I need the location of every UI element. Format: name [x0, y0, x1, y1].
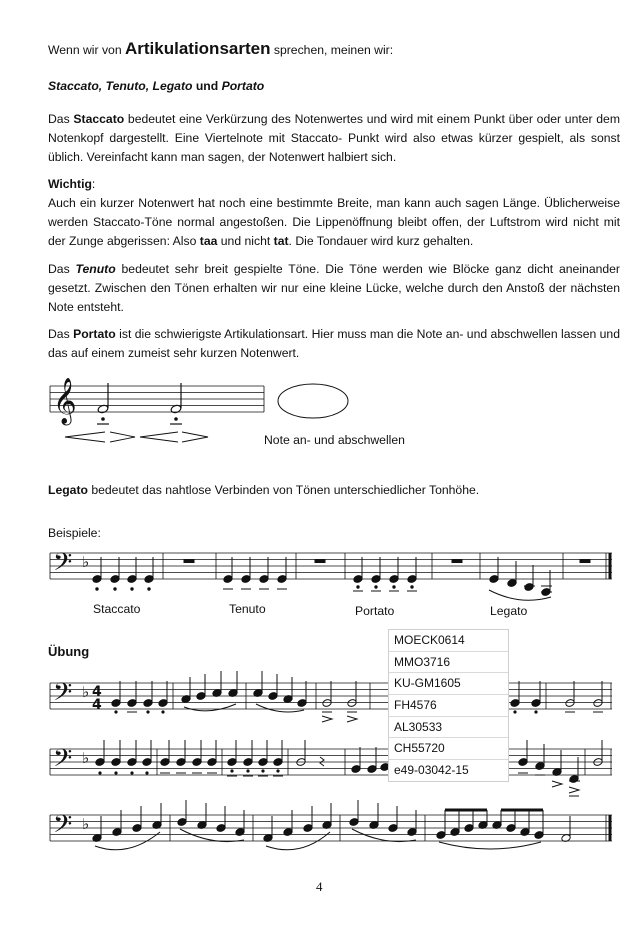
code-row: MMO3716 [389, 652, 508, 674]
swell-caption: Note an- und abschwellen [264, 433, 405, 447]
bass-clef-icon: 𝄢 [53, 810, 73, 845]
legato-term: Legato [48, 483, 88, 497]
time-signature-top: 4 [92, 684, 102, 700]
wichtig-text1: Auch ein kurzer Notenwert hat noch eine bestimmte Breite, man kann auch sagen Länge. Üblicherweise werden Staccato-Töne normal angestoßen. Die Lippenöffnung bleibt offen, der Luftstrom wird nicht mit der Zunge abgerissen: Also [48, 196, 620, 248]
wichtig-taa: taa [199, 234, 218, 248]
staccato-lead: Das [48, 112, 74, 126]
uebung-heading: Übung [48, 644, 90, 659]
tenuto-rest: bedeutet sehr breit gespielte Töne. Die Töne werden wie Blöcke ganz dicht aneinander gesetzt. Zwischen den Tönen erhalten wir nur eine kleine Lücke, welche durch den Anstoß der nächsten Note entsteht. [48, 262, 620, 314]
tenuto-term: Tenuto [75, 262, 116, 276]
exercise-slurs-1 [184, 704, 304, 712]
intro-highlight: Artikulationsarten [125, 39, 271, 58]
code-row: MOECK0614 [389, 630, 508, 652]
flat-icon: ♭ [82, 749, 90, 767]
time-signature-bottom: 4 [92, 697, 102, 713]
example-label-tenuto: Tenuto [229, 602, 266, 616]
code-row: CH55720 [389, 738, 508, 760]
portato-marks [97, 418, 182, 424]
code-row: KU-GM1605 [389, 673, 508, 695]
wichtig-mid: und nicht [217, 234, 274, 248]
intro-before: Wenn wir von [48, 43, 125, 57]
exercise-notes-1 [111, 671, 603, 722]
wichtig-colon: : [91, 177, 96, 191]
example-staff [50, 553, 612, 579]
exercise-notes-2 [95, 740, 603, 796]
wichtig-text2: . Die Tondauer wird kurz gehalten. [288, 234, 474, 248]
bass-clef-icon: 𝄢 [53, 744, 73, 779]
page-number: 4 [316, 879, 323, 894]
example-label-portato: Portato [355, 604, 395, 618]
treble-staff [50, 386, 264, 412]
legato-rest: bedeutet das nahtlose Verbinden von Tönen unterschiedlicher Tonhöhe. [87, 483, 480, 497]
code-row: AL30533 [389, 717, 508, 739]
subtitle-part2: Portato [221, 79, 265, 93]
example-notes [92, 557, 590, 596]
wichtig-tat: tat [273, 234, 289, 248]
legato-line [48, 481, 479, 500]
portato-term: Portato [73, 327, 116, 341]
portato-rest: ist die schwierigste Artikulationsart. Hier muss man die Note an- und abschwellen lassen und das auf einem zumeist sehr kurzen Notenwert. [48, 327, 620, 360]
exercise-slurs-3 [95, 829, 541, 850]
hairpins [65, 432, 208, 442]
example-label-legato: Legato [490, 604, 528, 618]
bass-clef-icon: 𝄢 [53, 678, 73, 713]
beispiele-label: Beispiele: [48, 526, 101, 540]
example-label-staccato: Staccato [93, 602, 141, 616]
catalog-codes-box [388, 629, 509, 782]
subtitle-conj: und [192, 79, 222, 93]
flat-icon: ♭ [82, 815, 90, 833]
staccato-rest: bedeutet eine Verkürzung des Notenwertes und wird mit einem Punkt über oder unter dem Notenkopf dargestellt. Eine Viertelnote mit Staccato- Punkt wird also etwas kürzer gespielt, als sonst üblich. Vereinfacht kann man sagen, der Notenwert halbiert sich. [48, 112, 620, 164]
bass-clef-icon: 𝄢 [53, 548, 73, 583]
code-row: FH4576 [389, 695, 508, 717]
swell-oval [278, 384, 348, 418]
treble-clef-icon: 𝄞 [53, 378, 77, 424]
wichtig-heading: Wichtig [48, 177, 92, 191]
tenuto-lead: Das [48, 262, 76, 276]
portato-lead: Das [48, 327, 74, 341]
portato-notes [97, 383, 182, 414]
intro-after: sprechen, meinen wir: [270, 43, 394, 57]
code-row: e49-03042-15 [394, 763, 469, 778]
subtitle-part1: Staccato, Tenuto, Legato [48, 79, 193, 93]
staccato-term: Staccato [73, 112, 125, 126]
flat-icon: ♭ [82, 683, 90, 701]
flat-icon: ♭ [82, 553, 90, 571]
